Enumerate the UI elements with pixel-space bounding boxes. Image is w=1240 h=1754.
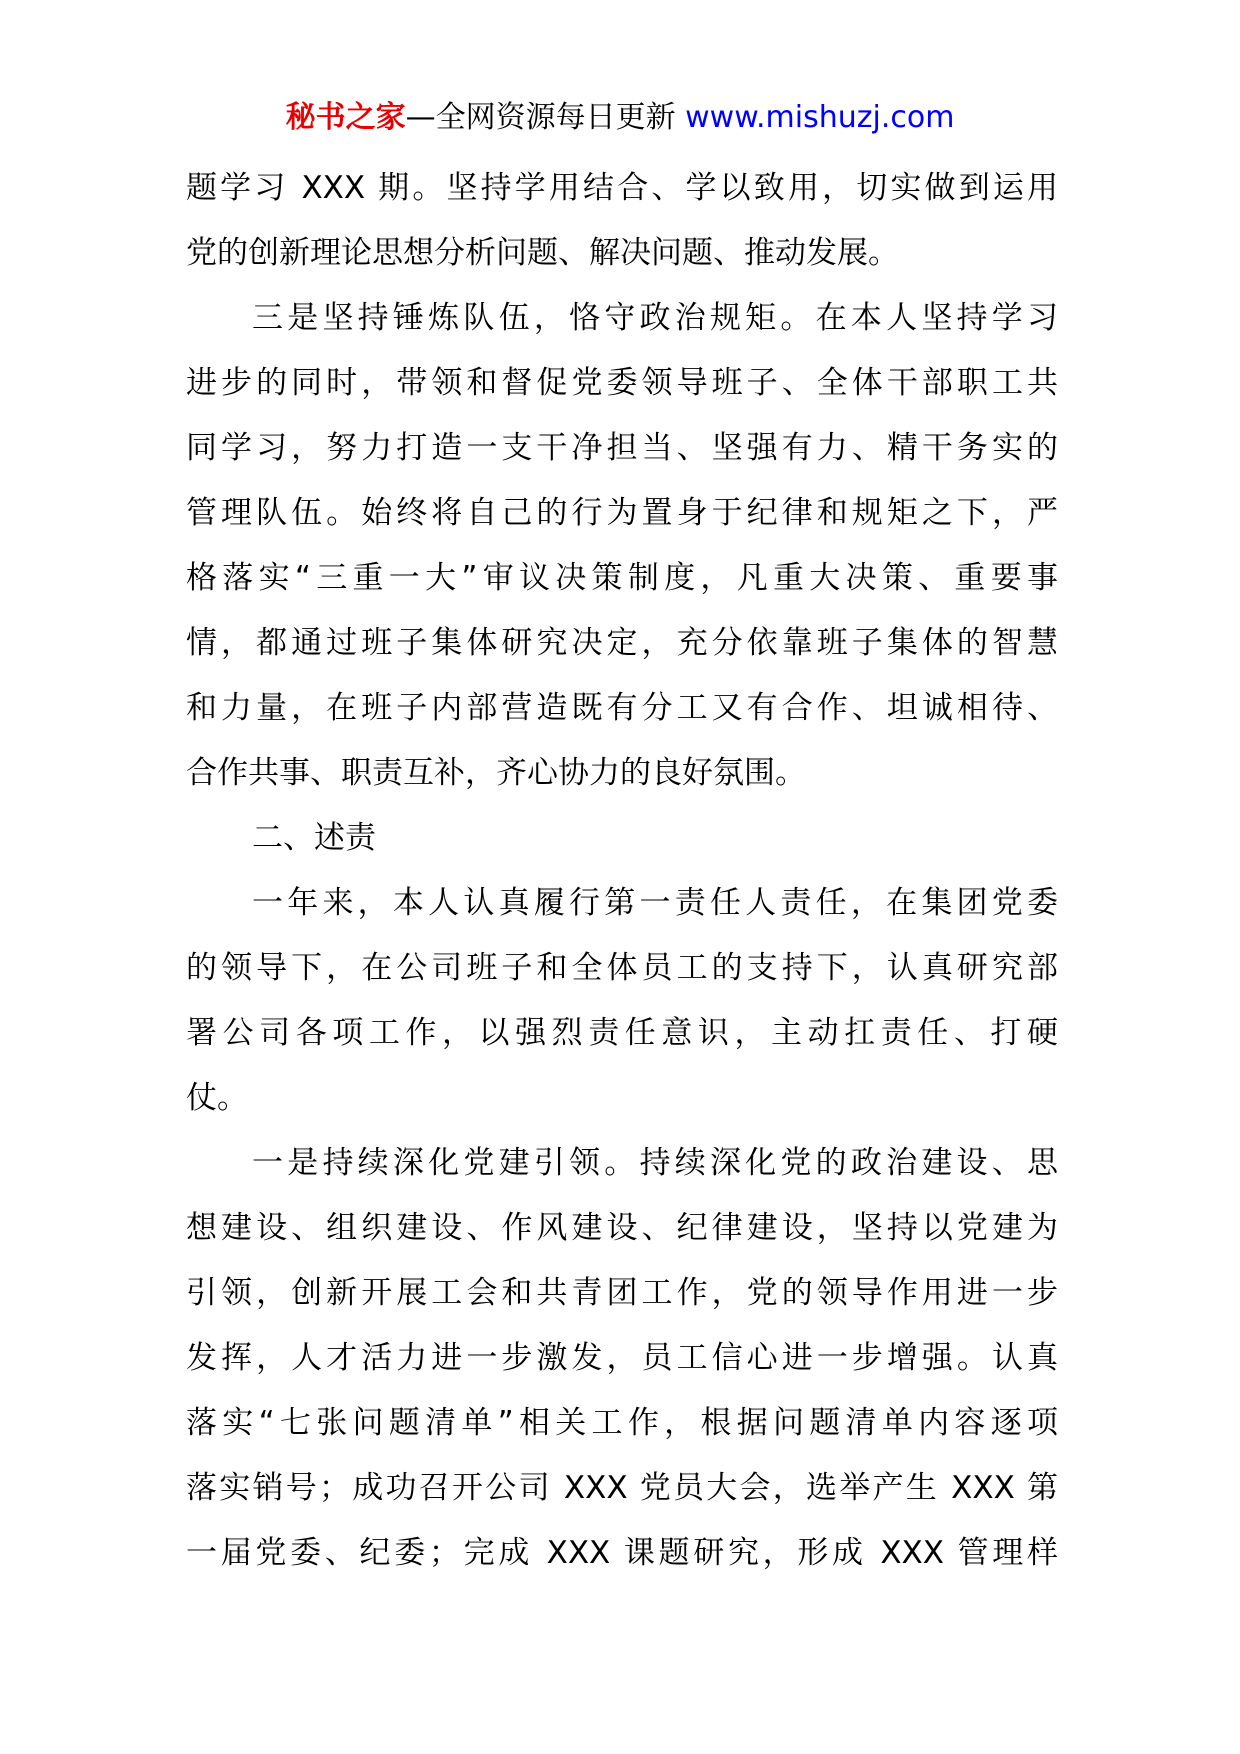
text-line: 和力量，在班子内部营造既有分工又有合作、坦诚相待、 (186, 690, 1058, 726)
header-site-link[interactable]: www.mishuzj.com (685, 100, 955, 135)
text-line: 落实销号；成功召开公司 XXX 党员大会，选举产生 XXX 第 (186, 1470, 1058, 1506)
page-header (0, 98, 1240, 138)
text-line: 落实“七张问题清单”相关工作，根据问题清单内容逐项 (186, 1405, 1058, 1441)
text-line: 进步的同时，带领和督促党委领导班子、全体干部职工共 (186, 365, 1058, 401)
text-line: 情，都通过班子集体研究决定，充分依靠班子集体的智慧 (186, 625, 1058, 661)
text-line: 引领，创新开展工会和共青团工作，党的领导作用进一步 (186, 1275, 1058, 1311)
text-line: 同学习，努力打造一支干净担当、坚强有力、精干务实的 (186, 430, 1058, 466)
text-line: 署公司各项工作，以强烈责任意识，主动扛责任、打硬 (186, 1015, 1058, 1051)
text-line: 想建设、组织建设、作风建设、纪律建设，坚持以党建为 (186, 1210, 1058, 1246)
text-line: 格落实“三重一大”审议决策制度，凡重大决策、重要事 (186, 560, 1058, 596)
text-line: 一届党委、纪委；完成 XXX 课题研究，形成 XXX 管理样 (186, 1535, 1058, 1571)
header-tagline: —全网资源每日更新 (405, 100, 676, 135)
paragraph-first-line: 一是持续深化党建引领。持续深化党的政治建设、思 (252, 1145, 1058, 1181)
header-brand: 秘书之家 (285, 100, 406, 135)
text-line: 的领导下，在公司班子和全体员工的支持下，认真研究部 (186, 950, 1058, 986)
document-body (186, 156, 1058, 1586)
paragraph-first-line: 一年来，本人认真履行第一责任人责任，在集团党委 (252, 885, 1058, 921)
text-line: 党的创新理论思想分析问题、解决问题、推动发展。 (186, 235, 899, 271)
text-line: 发挥，人才活力进一步激发，员工信心进一步增强。认真 (186, 1340, 1058, 1376)
text-line: 合作共事、职责互补，齐心协力的良好氛围。 (186, 755, 806, 791)
text-line: 仗。 (186, 1080, 248, 1116)
paragraph-first-line: 三是坚持锤炼队伍，恪守政治规矩。在本人坚持学习 (252, 300, 1058, 336)
section-heading: 二、述责 (252, 820, 376, 856)
text-line: 题学习 XXX 期。坚持学用结合、学以致用，切实做到运用 (186, 170, 1058, 206)
text-line: 管理队伍。始终将自己的行为置身于纪律和规矩之下，严 (186, 495, 1058, 531)
